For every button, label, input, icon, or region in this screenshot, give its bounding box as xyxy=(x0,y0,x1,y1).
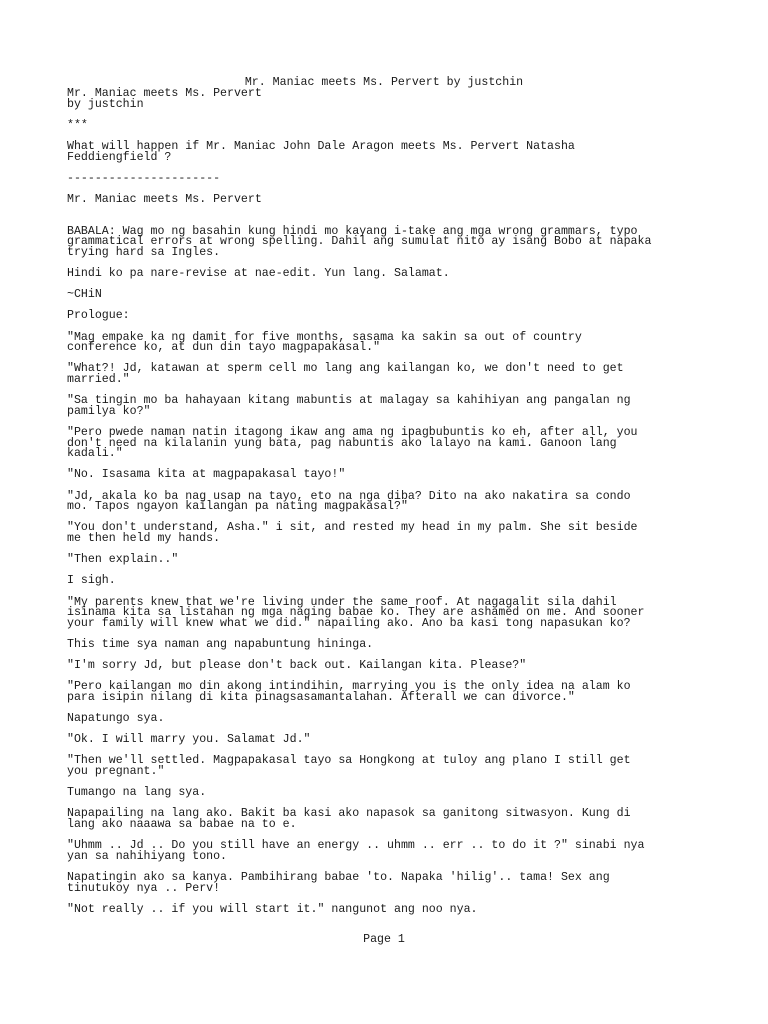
paragraph xyxy=(67,89,717,110)
text-line: "Uhmm .. Jd .. Do you still have an energy .. uhmm .. err .. to do it ?" sinabi nya xyxy=(67,839,645,853)
text-line: BABALA: Wag mo ng basahin kung hindi mo kayang i-take ang mga wrong grammars, typo xyxy=(67,224,638,238)
paragraph xyxy=(67,902,717,916)
paragraph xyxy=(67,470,717,481)
paragraph xyxy=(67,523,717,544)
paragraph xyxy=(67,290,717,301)
text-line: Mr. Maniac meets Ms. Pervert xyxy=(67,87,262,100)
text-line: Napapailing na lang ako. Bakit ba kasi ako napasok sa ganitong sitwasyon. Kung di xyxy=(67,807,631,821)
text-line: "Mag empake ka ng damit for five months, sasama ka sakin sa out of country xyxy=(67,330,582,344)
text-line: your family will knew what we did." napailing ako. Ano ba kasi tong napasukan ko? xyxy=(67,616,631,630)
paragraph xyxy=(67,870,717,895)
text-line: ~CHiN xyxy=(67,288,102,302)
paragraph-spacer xyxy=(67,566,717,577)
text-line: "Then we'll settled. Magpapakasal tayo sa Hongkong at tuloy ang plano I still get xyxy=(67,754,631,768)
paragraph-spacer xyxy=(67,703,717,714)
paragraph-spacer xyxy=(67,110,717,121)
paragraph xyxy=(67,396,717,417)
paragraph xyxy=(67,171,717,185)
paragraph xyxy=(67,311,717,322)
page-header: Mr. Maniac meets Ms. Pervert by justchin xyxy=(244,76,524,89)
text-line: "You don't understand, Asha." i sit, and rested my head in my palm. She sit beside xyxy=(67,521,638,535)
text-line: "Not really .. if you will start it." nangunot ang noo nya. xyxy=(67,902,478,916)
text-line: Hindi ko pa nare-revise at nae-edit. Yun lang. Salamat. xyxy=(67,267,450,281)
text-line: mo. Tapos ngayon kailangan pa nating magpakasal?" xyxy=(67,500,408,514)
text-line: "I'm sorry Jd, but please don't back out. Kailangan kita. Please?" xyxy=(67,659,527,673)
text-line: "My parents knew that we're living under the same roof. At nagagalit sila dahil xyxy=(67,595,617,609)
text-line: Feddiengfield ? xyxy=(67,150,172,164)
text-line: lang ako naaawa sa babae na to e. xyxy=(67,817,297,831)
paragraph xyxy=(67,192,717,206)
paragraph xyxy=(67,595,717,630)
text-line: isinama kita sa listahan ng mga naging babae ko. They are ashamed on me. And sooner xyxy=(67,606,645,620)
paragraph-spacer xyxy=(67,206,717,227)
paragraph xyxy=(67,661,717,672)
text-line: This time sya naman ang napabuntung hininga. xyxy=(67,637,374,651)
paragraph xyxy=(67,788,717,799)
text-line: you pregnant." xyxy=(67,765,165,778)
text-line: "Jd, akala ko ba nag usap na tayo, eto na nga diba? Dito na ako nakatira sa condo xyxy=(67,489,631,503)
text-line: Mr. Maniac meets Ms. Pervert xyxy=(67,192,262,206)
paragraph xyxy=(67,682,717,703)
text-line: Napatungo sya. xyxy=(67,712,165,726)
text-line: me then held my hands. xyxy=(67,531,221,545)
text-line: "Sa tingin mo ba hahayaan kitang mabuntis at malagay sa kahihiyan ang pangalan ng xyxy=(67,394,631,408)
text-line: grammatical errors at wrong spelling. Dahil ang sumulat nito ay isang Bobo at napaka xyxy=(67,235,652,249)
paragraph xyxy=(67,139,717,164)
text-line: "Ok. I will marry you. Salamat Jd." xyxy=(67,733,311,747)
text-line: pamilya ko?" xyxy=(67,404,151,418)
text-line: conference ko, at dun din tayo magpapakasal." xyxy=(67,341,381,355)
paragraph-spacer xyxy=(67,280,717,291)
text-line: don't need na kilalanin yung bata, pag nabuntis ako lalayo na kami. Ganoon lang xyxy=(67,436,617,450)
document-body xyxy=(67,89,717,915)
text-line: kadali." xyxy=(67,447,123,461)
text-line: Tumango na lang sya. xyxy=(67,786,207,800)
text-line: I sigh. xyxy=(67,574,116,588)
text-line: Napatingin ako sa kanya. Pambihirang babae 'to. Napaka 'hilig'.. tama! Sex ang xyxy=(67,870,610,884)
text-line: "Pero pwede naman natin itagong ikaw ang ama ng ipagbubuntis ko eh, after all, you xyxy=(67,426,638,439)
text-line: tinutukoy nya .. Perv! xyxy=(67,881,221,895)
paragraph xyxy=(67,841,717,862)
paragraph xyxy=(67,714,717,725)
paragraph xyxy=(67,735,717,746)
text-line: "No. Isasama kita at magpapakasal tayo!" xyxy=(67,468,346,482)
text-line: trying hard sa Ingles. xyxy=(67,245,221,259)
text-line: What will happen if Mr. Maniac John Dale Aragon meets Ms. Pervert Natasha xyxy=(67,139,575,153)
paragraph xyxy=(67,809,717,830)
text-line: *** xyxy=(67,118,88,132)
text-line: "What?! Jd, katawan at sperm cell mo lang ang kailangan ko, we don't need to get xyxy=(67,362,624,376)
paragraph xyxy=(67,428,717,460)
paragraph xyxy=(67,118,717,132)
paragraph xyxy=(67,756,717,777)
text-line: Prologue: xyxy=(67,309,130,323)
text-line: married." xyxy=(67,373,130,387)
paragraph xyxy=(67,364,717,385)
text-line: by justchin xyxy=(67,97,144,111)
text-line: "Pero kailangan mo din akong intindihin, marrying you is the only idea na alam ko xyxy=(67,680,631,694)
page-footer: Page 1 xyxy=(363,933,405,946)
paragraph xyxy=(67,576,717,587)
paragraph xyxy=(67,269,717,280)
text-line: yan sa nahihiyang tono. xyxy=(67,849,228,863)
text-line: para isipin nilang di kita pinagsasamantalahan. Afterall we can divorce." xyxy=(67,690,575,704)
text-line: "Then explain.." xyxy=(67,553,179,567)
paragraph xyxy=(67,224,717,259)
text-line: ---------------------- xyxy=(67,171,221,185)
paragraph xyxy=(67,555,717,566)
paragraph xyxy=(67,330,717,355)
paragraph-spacer xyxy=(67,301,717,312)
paragraph xyxy=(67,637,717,651)
paragraph xyxy=(67,489,717,514)
